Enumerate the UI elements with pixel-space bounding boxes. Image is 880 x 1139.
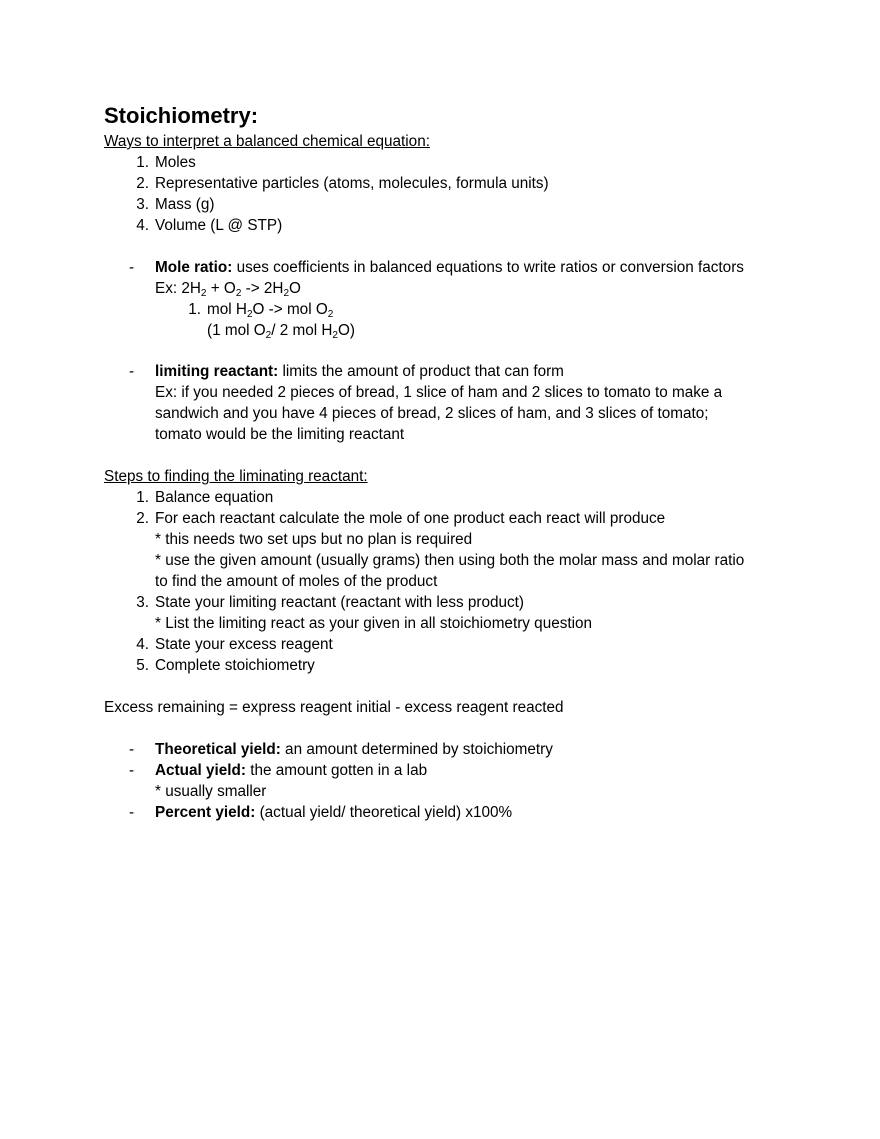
- bullet-dash: -: [129, 762, 135, 779]
- item-text: Moles: [155, 154, 196, 171]
- subscript: 2: [265, 330, 272, 341]
- mole-ratio-example: [155, 278, 301, 299]
- subscript: 2: [283, 288, 290, 299]
- sub-item-text: O -> mol O: [252, 301, 328, 318]
- example-text: Ex: 2H: [155, 280, 201, 297]
- item-number: 1.: [136, 154, 149, 171]
- percent-yield-definition: (actual yield/ theoretical yield) x100%: [255, 804, 513, 821]
- item-number: 4.: [136, 636, 149, 653]
- step-1: [136, 487, 274, 508]
- step-2-note-2: * use the given amount (usually grams) then using both the molar mass and molar ratio: [155, 552, 745, 569]
- theoretical-yield-term: Theoretical yield:: [155, 741, 281, 758]
- subscript: 2: [327, 309, 334, 320]
- actual-yield-definition: the amount gotten in a lab: [245, 762, 428, 779]
- item-number: 2.: [136, 175, 149, 192]
- item-number: 2.: [136, 510, 149, 527]
- bullet-dash: -: [129, 741, 135, 758]
- limiting-reactant-term: limiting reactant:: [155, 363, 279, 380]
- mole-ratio-conversion: [207, 320, 355, 341]
- subscript: 2: [246, 309, 253, 320]
- sub-item-text: mol H: [207, 301, 247, 318]
- subscript: 2: [332, 330, 338, 341]
- subscript: 2: [200, 288, 207, 299]
- limiting-reactant-bullet: [129, 361, 564, 382]
- percent-yield-bullet: [129, 802, 513, 823]
- mole-ratio-term: Mole ratio:: [155, 259, 233, 276]
- subscript: 2: [235, 288, 242, 299]
- item-number: 4.: [136, 217, 149, 234]
- mole-ratio-sub-item-1: [188, 299, 334, 320]
- conversion-text: / 2 mol H: [271, 322, 333, 339]
- actual-yield-term: Actual yield:: [155, 762, 246, 779]
- step-text: State your excess reagent: [155, 636, 333, 653]
- interpret-item-1: [136, 152, 196, 173]
- mole-ratio-bullet: [129, 257, 744, 278]
- interpret-heading: Ways to interpret a balanced chemical equation:: [104, 133, 430, 150]
- item-text: Volume (L @ STP): [155, 217, 283, 234]
- limiting-example-line-2: sandwich and you have 4 pieces of bread, 2 slices of ham, and 3 slices of tomato;: [155, 405, 709, 422]
- step-5: [136, 655, 315, 676]
- interpret-item-4: [136, 215, 283, 236]
- excess-remaining-formula: Excess remaining = express reagent initial - excess reagent reacted: [104, 699, 564, 716]
- bullet-dash: -: [129, 259, 135, 276]
- interpret-item-3: [136, 194, 215, 215]
- limiting-reactant-definition: limits the amount of product that can form: [278, 363, 564, 380]
- step-2-note-1: * this needs two set ups but no plan is required: [155, 531, 473, 548]
- theoretical-yield-bullet: [129, 739, 553, 760]
- limiting-example-line-3: tomato would be the limiting reactant: [155, 426, 405, 443]
- actual-yield-bullet: [129, 760, 428, 781]
- interpret-item-2: [136, 173, 549, 194]
- item-number: 3.: [136, 594, 149, 611]
- conversion-text: (1 mol O: [207, 322, 266, 339]
- conversion-text: O): [337, 322, 355, 339]
- step-3-note: * List the limiting react as your given in all stoichiometry question: [155, 615, 593, 632]
- step-2: [136, 508, 666, 529]
- bullet-dash: -: [129, 804, 135, 821]
- item-text: Mass (g): [155, 196, 215, 213]
- example-text: -> 2H: [241, 280, 284, 297]
- mole-ratio-definition: uses coefficients in balanced equations to write ratios or conversion factors: [232, 259, 744, 276]
- item-number: 1.: [188, 301, 201, 318]
- item-number: 1.: [136, 489, 149, 506]
- step-text: Complete stoichiometry: [155, 657, 315, 674]
- item-number: 3.: [136, 196, 149, 213]
- example-text: + O: [206, 280, 236, 297]
- example-text: O: [289, 280, 301, 297]
- step-3: [136, 592, 524, 613]
- step-text: State your limiting reactant (reactant with less product): [155, 594, 524, 611]
- page-title: Stoichiometry:: [104, 103, 259, 128]
- percent-yield-term: Percent yield:: [155, 804, 256, 821]
- bullet-dash: -: [129, 363, 135, 380]
- actual-yield-note: * usually smaller: [155, 783, 267, 800]
- theoretical-yield-definition: an amount determined by stoichiometry: [280, 741, 553, 758]
- steps-heading: Steps to finding the liminating reactant:: [104, 468, 368, 485]
- item-text: Representative particles (atoms, molecules, formula units): [155, 175, 549, 192]
- step-2-note-3: to find the amount of moles of the product: [155, 573, 438, 590]
- item-number: 5.: [136, 657, 149, 674]
- step-text: Balance equation: [155, 489, 274, 506]
- step-4: [136, 634, 333, 655]
- step-text: For each reactant calculate the mole of one product each react will produce: [155, 510, 666, 527]
- limiting-example-line-1: Ex: if you needed 2 pieces of bread, 1 slice of ham and 2 slices to tomato to make a: [155, 384, 723, 401]
